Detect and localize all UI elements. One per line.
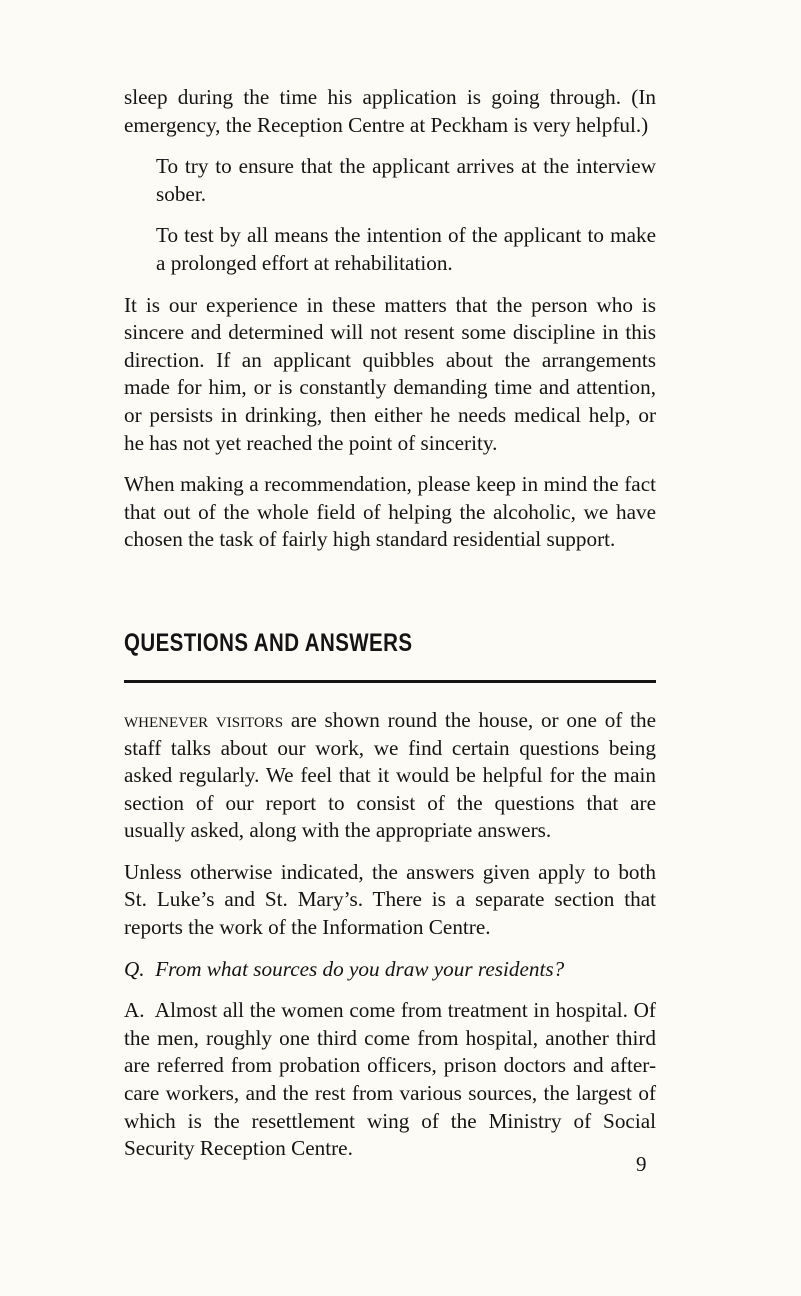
document-page [124, 84, 656, 1163]
heading-rule [124, 680, 656, 683]
paragraph-sleep: sleep during the time his application is going through. (In emergency, the Reception Centre at Peckham is very helpful.) [124, 85, 656, 137]
paragraph-recommendation: When making a recommendation, please keep in mind the fact that out of the whole field of helping the alcoholic, we have chosen the task of fairly high standard residential support. [124, 472, 656, 552]
answer-paragraph [124, 997, 656, 1163]
answer-text: Almost all the women come from treatment in hospital. Of the men, roughly one third come from hospital, another third are referred from probation officers, prison doctors and after-care workers, and the rest from various sources, the largest of which is the resettlement wing of the Ministry of Social Security Reception Centre. [124, 998, 656, 1161]
paragraph-visitors [124, 707, 656, 845]
question-line [124, 956, 656, 984]
answer-label: A. [124, 998, 145, 1023]
lead-words: whenever visitors [124, 707, 284, 732]
page-number: 9 [636, 1152, 647, 1176]
paragraph-experience: It is our experience in these matters that the person who is sincere and determined will not resent some discipline in this direction. If an applicant quibbles about the arrangements made for him, or is constantly demanding time and attention, or persists in drinking, then either he needs medical help, or he has not yet reached the point of sincerity. [124, 292, 656, 455]
section-heading: QUESTIONS AND ANSWERS [124, 628, 413, 657]
question-text: From what sources do you draw your residents? [155, 956, 565, 981]
paragraph-test: To test by all means the intention of the applicant to make a prolonged effort at rehabilitation. [156, 223, 656, 275]
paragraph-visitors-text: are shown round the house, or one of the staff talks about our work, we find certain questions being asked regularly. We feel that it would be helpful for the main section of our report to consist of the questions that are usually asked, along with the appropriate answers. [124, 707, 656, 843]
paragraph-unless: Unless otherwise indicated, the answers given apply to both St. Luke’s and St. Mary’s. There is a separate section that reports the work of the Information Centre. [124, 859, 656, 940]
paragraph-sober: To try to ensure that the applicant arrives at the interview sober. [156, 154, 656, 206]
question-label: Q. [124, 956, 145, 981]
